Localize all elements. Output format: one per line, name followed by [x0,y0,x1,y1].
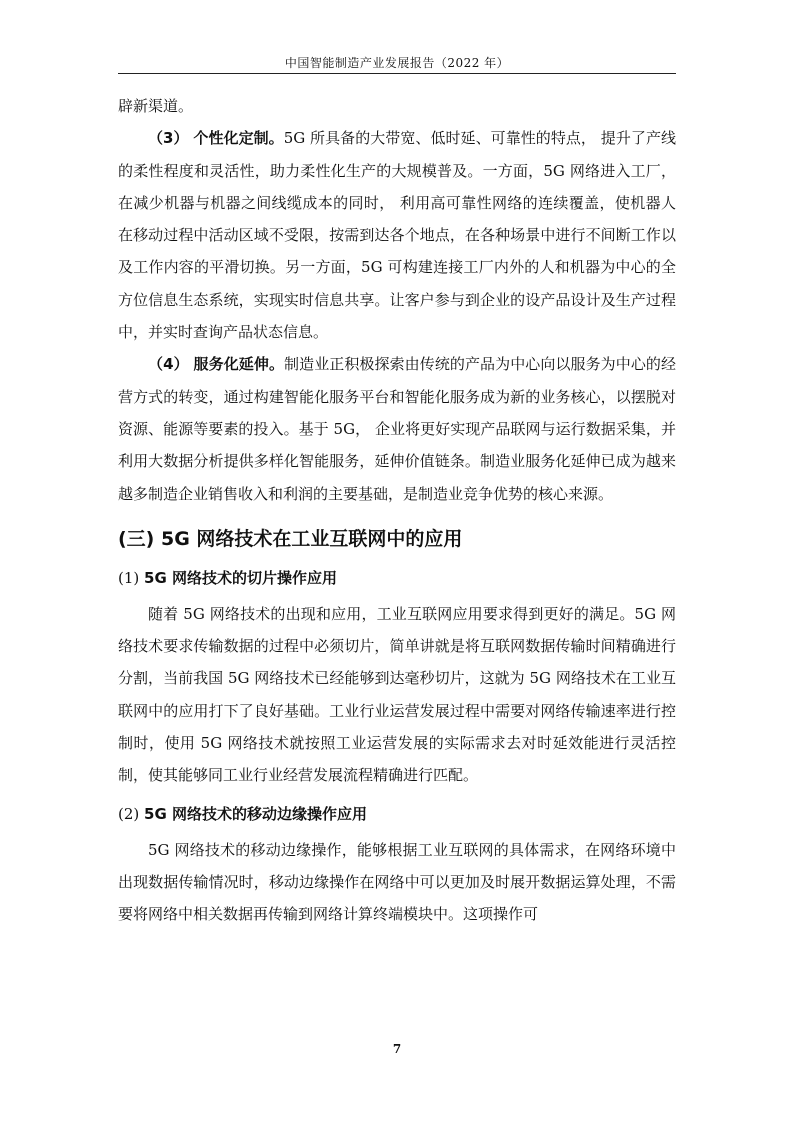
subsection-heading-1 [118,562,676,594]
subsection-heading-2 [118,798,676,830]
subsection-number: (1) [118,568,140,587]
paragraph-personalized-customization [118,122,676,348]
item-number: （3） [148,129,189,148]
paragraph-continuation: 辟新渠道。 [118,97,194,115]
paragraph-slicing: 随着 5G 网络技术的出现和应用，工业互联网应用要求得到更好的满足。5G 网络技术要求传输数据的过程中必须切片，简单讲就是将互联网数据传输时间精确进行分割，当前我国 5G 网络技术已经能够到达毫秒切片，这就为 5G 网络技术在工业互联网中的应用打下了良好基础。工业行业运营发展过程中需要对网络传输速率进行控制时，使用 5G 网络技术就按照工业运营发展的实际需求去对时延效能进行灵活控制，使其能够同工业行业经营发展流程精确进行匹配。 [118,604,676,785]
paragraph-edge-computing: 5G 网络技术的移动边缘操作，能够根据工业互联网的具体需求，在网络环境中出现数据传输情况时，移动边缘操作在网络中可以更加及时展开数据运算处理，不需要将网络中相关数据再传输到网络计算终端模块中。这项操作可 [118,840,676,924]
page-number: 7 [392,1042,402,1056]
section-heading: (三) 5G 网络技术在工业互联网中的应用 [118,527,463,550]
item-body: 5G 所具备的大带宽、低时延、可靠性的特点， 提升了产线的柔性程度和灵活性，助力柔性化生产的大规模普及。一方面，5G 网络进入工厂，在减少机器与机器之间线缆成本的同时， 利用高可靠性网络的连续覆盖，使机器人在移动过程中活动区域不受限，按需到达各个地点，在各种场景中进行不间断工作以及工作内容的平滑切换。另一方面，5G 可构建连接工厂内外的人和机器为中心的全方位信息生态系统，实现实时信息共享。让客户参与到企业的设产品设计及生产过程中，并实时查询产品状态信息。 [118,129,676,342]
running-header: 中国智能制造产业发展报告（2022 年） [284,56,510,70]
page-body [118,90,676,931]
paragraph-service-extension [118,348,676,509]
item-title: 服务化延伸。 [193,355,285,374]
item-number: （4） [148,355,189,374]
subsection-number: (2) [118,804,140,823]
subsection-title: 5G 网络技术的切片操作应用 [144,568,338,587]
subsection-title: 5G 网络技术的移动边缘操作应用 [144,804,368,823]
item-body: 制造业正积极探索由传统的产品为中心向以服务为中心的经营方式的转变，通过构建智能化服务平台和智能化服务成为新的业务核心，以摆脱对资源、能源等要素的投入。基于 5G， 企业将更好实现产品联网与运行数据采集，并利用大数据分析提供多样化智能服务，延伸价值链条。制造业服务化延伸已成为越来越多制造企业销售收入和利润的主要基础，是制造业竞争优势的核心来源。 [118,355,676,503]
item-title: 个性化定制。 [193,129,284,148]
header-divider [118,73,676,74]
